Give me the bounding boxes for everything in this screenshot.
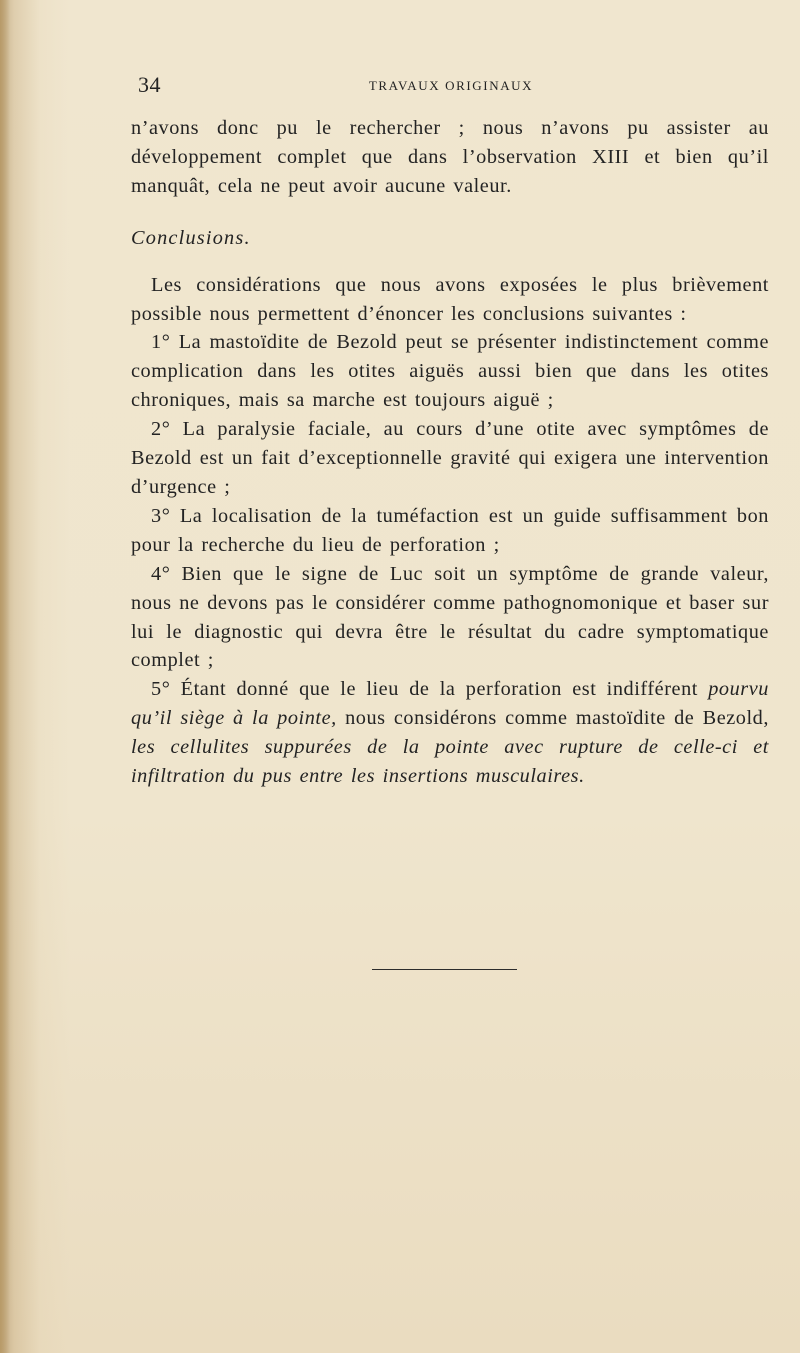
conclusion-2: 2° La paralysie faciale, au cours d’une otite avec symptômes de Bezold est un fait d’exceptionnelle gravité qui exigera une intervention d’urgence ; xyxy=(131,418,769,498)
conclusion-4: 4° Bien que le signe de Luc soit un symptôme de grande valeur, nous ne devons pas le considérer comme pathognomonique et baser sur lui le diagnostic qui devra être le résultat du cadre symptomatique complet ; xyxy=(131,562,769,672)
page-number: 34 xyxy=(138,72,161,97)
conclusion-5-text-a: 5° Étant donné que le lieu de la perforation est indifférent xyxy=(151,678,709,701)
conclusion-5-italic-a: pourvu qu’il siège à la pointe, xyxy=(131,678,769,730)
lead-paragraph: Les considérations que nous avons exposées le plus brièvement possible nous permettent d’énoncer les conclusions suivantes : xyxy=(131,273,769,325)
body-text xyxy=(131,114,769,791)
intro-paragraph: n’avons donc pu le rechercher ; nous n’avons pu assister au développement complet que dans l’observation XIII et bien qu’il manquât, cela ne peut avoir aucune valeur. xyxy=(131,117,769,197)
section-title: Conclusions. xyxy=(131,226,251,249)
conclusion-5 xyxy=(131,675,769,791)
end-rule xyxy=(372,969,517,970)
running-head: TRAVAUX ORIGINAUX xyxy=(368,78,534,93)
conclusion-3: 3° La localisation de la tuméfaction est un guide suffisamment bon pour la recherche du lieu de perforation ; xyxy=(131,504,769,556)
conclusion-5-italic-b: les cellulites suppurées de la pointe avec rupture de celle-ci et infiltration du pus entre les insertions musculaires. xyxy=(131,736,769,788)
conclusion-5-text-b: nous considérons comme mastoïdite de Bezold, xyxy=(336,707,769,730)
conclusion-1: 1° La mastoïdite de Bezold peut se présenter indistinctement comme complication dans les otites aiguës aussi bien que dans les otites chroniques, mais sa marche est toujours aiguë ; xyxy=(131,331,769,412)
page-edge-shadow xyxy=(0,0,10,1353)
page-header xyxy=(134,72,768,102)
